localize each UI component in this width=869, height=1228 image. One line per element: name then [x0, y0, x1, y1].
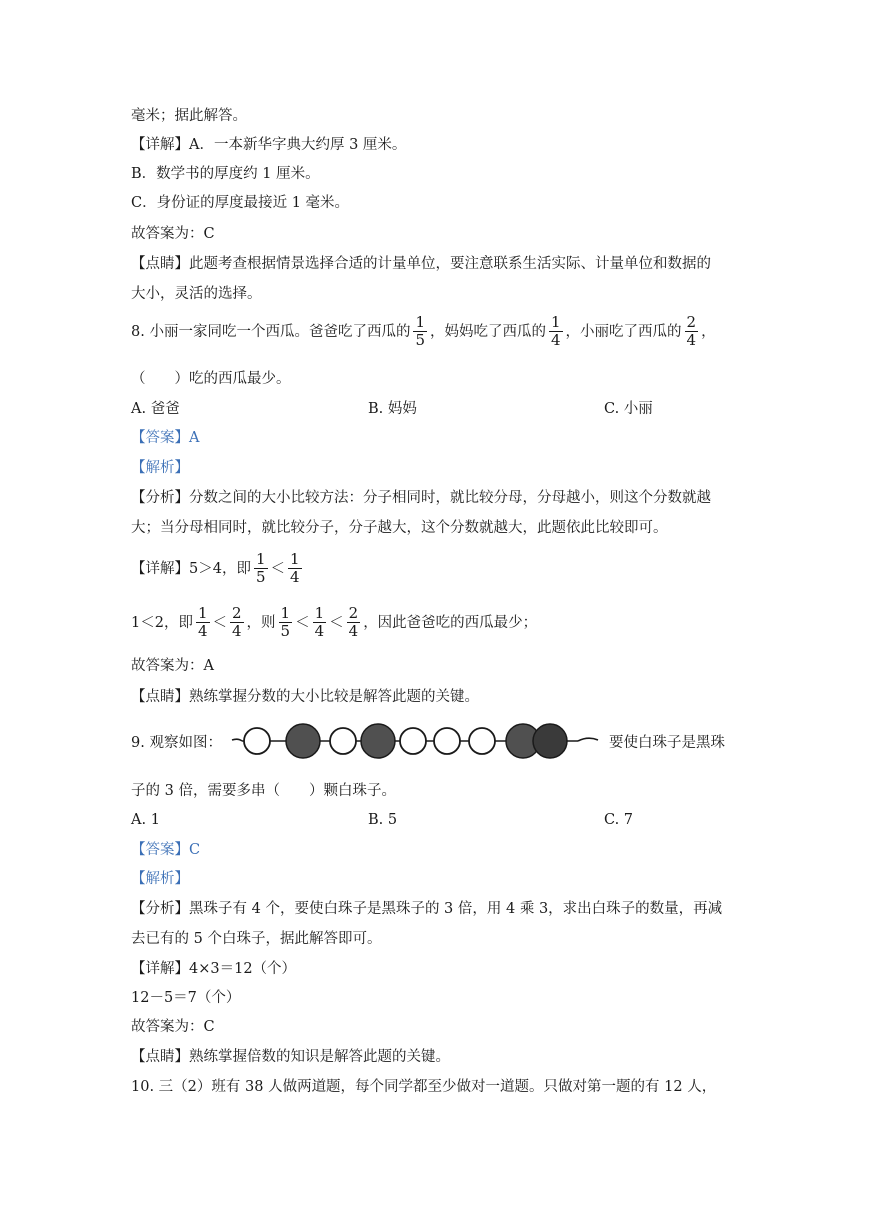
white-bead: [330, 728, 356, 754]
text-line: B．数学书的厚度约 1 厘米。: [131, 166, 320, 182]
question-9-stem-tail: 要使白珠子是黑珠: [609, 735, 725, 751]
less-than: ＜: [295, 614, 310, 631]
numerator: 1: [551, 313, 561, 331]
fraction: [347, 605, 361, 640]
less-than: ＜: [329, 614, 344, 631]
white-bead: [400, 728, 426, 754]
numerator: 2: [348, 604, 359, 622]
analysis-label: 【解析】: [131, 460, 189, 476]
black-bead: [361, 724, 395, 758]
detail-line: [131, 551, 305, 586]
fraction: [230, 605, 244, 640]
option-b: B. 妈妈: [368, 401, 417, 417]
q8-text-a: 8. 小丽一家同吃一个西瓜。爸爸吃了西瓜的: [131, 323, 411, 340]
denominator: 4: [290, 568, 300, 586]
text-line: 故答案为：C: [131, 1019, 215, 1035]
denominator: 4: [348, 622, 359, 640]
numerator: 1: [197, 604, 208, 622]
text-line: 【详解】A．一本新华字典大约厚 3 厘米。: [131, 137, 407, 153]
denominator: 4: [232, 622, 242, 640]
fraction: [549, 314, 563, 349]
numerator: 1: [314, 604, 325, 622]
numerator: 1: [255, 550, 266, 568]
detail-text: ，则: [246, 614, 276, 631]
fraction: [313, 605, 327, 640]
less-than: ＜: [212, 614, 227, 631]
denominator: 4: [197, 622, 208, 640]
detail-text: ，因此爸爸吃的西瓜最少；: [363, 614, 538, 631]
fraction: [685, 314, 699, 349]
numerator: 1: [415, 313, 425, 331]
text-line: 故答案为：C: [131, 226, 215, 242]
numerator: 2: [686, 313, 697, 331]
question-9-line2: 子的 3 倍，需要多串（ ）颗白珠子。: [131, 783, 396, 799]
text-line: 12－5＝7（个）: [131, 990, 241, 1006]
option-c: C. 7: [604, 812, 634, 828]
bead-string-figure: [230, 716, 610, 770]
denominator: 5: [255, 568, 266, 586]
white-bead: [434, 728, 460, 754]
question-10-stem: 10. 三（2）班有 38 人做两道题，每个同学都至少做对一道题。只做对第一题的有 12 人，: [131, 1079, 717, 1095]
denominator: 5: [415, 331, 425, 349]
fraction: [196, 605, 210, 640]
detail-line-2: [131, 605, 537, 640]
numerator: 1: [280, 604, 291, 622]
q8-text-d: ，: [701, 323, 716, 340]
text-line: 去已有的 5 个白珠子，据此解答即可。: [131, 931, 382, 947]
beads-group: [244, 724, 567, 758]
denominator: 4: [686, 331, 697, 349]
text-line: 毫米；据此解答。: [131, 108, 247, 124]
text-line: 【点睛】此题考查根据情景选择合适的计量单位，要注意联系生活实际、计量单位和数据的: [131, 256, 711, 272]
detail-text: 【详解】5＞4，即: [131, 560, 251, 577]
option-a: A. 爸爸: [131, 401, 180, 417]
fraction: [279, 605, 293, 640]
string-tail: [578, 738, 598, 741]
denominator: 5: [280, 622, 291, 640]
text-line: 大小，灵活的选择。: [131, 286, 262, 302]
q8-text-b: ，妈妈吃了西瓜的: [430, 323, 546, 340]
text-line: 【分析】黑珠子有 4 个，要使白珠子是黑珠子的 3 倍，用 4 乘 3，求出白珠子的数量，再减: [131, 901, 723, 917]
less-than: ＜: [270, 560, 285, 577]
question-8-line2: （ ）吃的西瓜最少。: [131, 371, 291, 387]
answer-label: 【答案】C: [131, 842, 201, 858]
white-bead: [469, 728, 495, 754]
text-line: 【点睛】熟练掌握倍数的知识是解答此题的关键。: [131, 1049, 450, 1065]
numerator: 2: [232, 604, 242, 622]
text-line: 故答案为：A: [131, 658, 214, 674]
denominator: 4: [551, 331, 561, 349]
black-bead: [533, 724, 567, 758]
fraction: [254, 551, 268, 586]
text-line: 【分析】分数之间的大小比较方法：分子相同时，就比较分母，分母越小，则这个分数就越: [131, 490, 711, 506]
option-a: A. 1: [131, 812, 160, 828]
white-bead: [244, 728, 270, 754]
text-line: C．身份证的厚度最接近 1 毫米。: [131, 195, 350, 211]
text-line: 【详解】4×3＝12（个）: [131, 961, 297, 977]
fraction: [413, 314, 427, 349]
analysis-label: 【解析】: [131, 871, 189, 887]
fraction: [288, 551, 302, 586]
question-8-stem: [131, 314, 716, 349]
numerator: 1: [290, 550, 300, 568]
option-b: B. 5: [368, 812, 398, 828]
question-9-stem: 9. 观察如图：: [131, 735, 222, 751]
option-c: C. 小丽: [604, 401, 653, 417]
text-line: 大；当分母相同时，就比较分子，分子越大，这个分数就越大，此题依此比较即可。: [131, 520, 668, 536]
denominator: 4: [314, 622, 325, 640]
answer-label: 【答案】A: [131, 430, 200, 446]
black-bead: [286, 724, 320, 758]
string-left: [232, 739, 242, 741]
text-line: 【点睛】熟练掌握分数的大小比较是解答此题的关键。: [131, 689, 479, 705]
q8-text-c: ，小丽吃了西瓜的: [565, 323, 682, 340]
detail-text: 1＜2，即: [131, 614, 193, 631]
